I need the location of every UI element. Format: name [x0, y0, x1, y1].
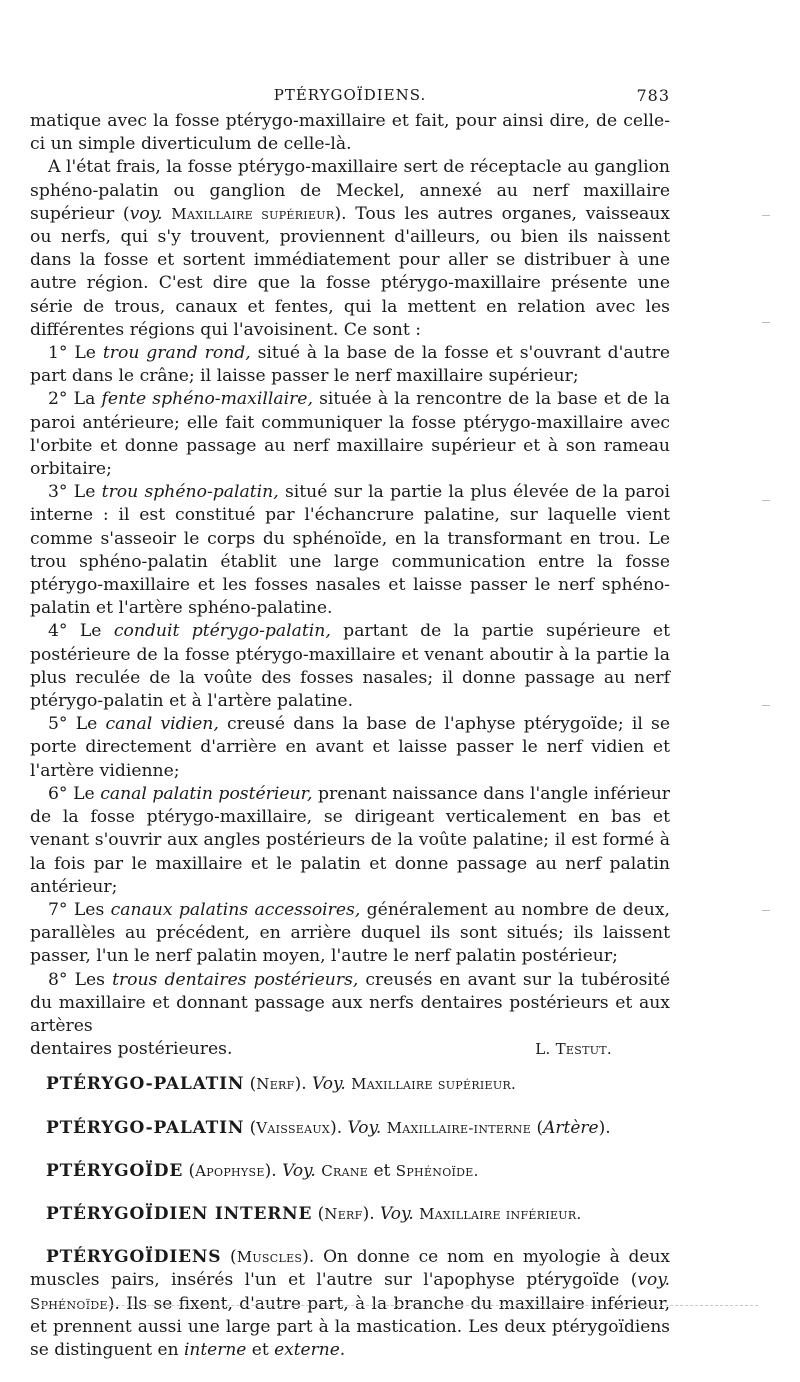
text-run: ).	[362, 1203, 381, 1224]
margin-mark	[762, 500, 770, 501]
entry-headword: PTÉRYGO-PALATIN	[46, 1117, 245, 1138]
text-run: (	[183, 1160, 196, 1181]
page	[30, 80, 670, 1382]
text-run: (	[244, 1074, 257, 1095]
small-caps-run: Muscles	[236, 1248, 303, 1267]
small-caps-run: Maxillaire supérieur.	[351, 1075, 517, 1094]
text-run: 8° Les	[48, 969, 113, 990]
text-run: ).	[294, 1074, 313, 1095]
italic-run: Voy.	[312, 1074, 346, 1095]
italic-run: fente sphéno-maxillaire,	[101, 389, 313, 410]
bottom-rule	[32, 1305, 758, 1306]
article-paragraph	[30, 713, 670, 783]
text-run: ).	[598, 1117, 611, 1138]
margin-mark	[762, 215, 770, 216]
running-title: PTÉRYGOÏDIENS.	[273, 86, 427, 104]
article-paragraph	[30, 388, 670, 481]
dictionary-entry	[30, 1117, 670, 1140]
text-run: ). On donne ce nom en myologie à deux muscles pairs, insérés l'un et l'autre sur l'apophyse ptérygoïde (	[30, 1247, 670, 1291]
text-run: ).	[264, 1160, 283, 1181]
italic-run: Voy.	[282, 1160, 316, 1181]
article-paragraph	[30, 783, 670, 899]
entry-headword: PTÉRYGOÏDIEN INTERNE	[46, 1203, 313, 1224]
margin-mark	[762, 705, 770, 706]
italic-run: voy.	[129, 203, 163, 224]
article-paragraph	[30, 110, 670, 156]
text-run	[163, 204, 172, 224]
small-caps-run: Maxillaire-interne	[386, 1118, 532, 1137]
small-caps-run: Apophyse	[195, 1161, 265, 1180]
text-run: 2° La	[48, 389, 102, 410]
italic-run: conduit ptérygo-palatin,	[113, 621, 331, 642]
article-paragraph	[30, 969, 670, 1039]
italic-run: trou grand rond,	[102, 343, 251, 364]
article-paragraph	[30, 899, 670, 969]
text-run: partant de la partie supérieure et postérieure de la fosse ptérygo-maxillaire et venant aboutir à la partie la plus reculée de la voûte des fosses nasales; il donne passage au nerf ptérygo-palatin et à l'artère palatine.	[30, 621, 671, 712]
text-run: 7° Les	[48, 899, 111, 920]
margin-mark	[762, 322, 770, 323]
last-line: dentaires postérieures.	[30, 1039, 233, 1060]
author: L. Testut.	[535, 1040, 612, 1059]
dictionary-entries	[30, 1073, 670, 1362]
article-paragraph	[30, 620, 670, 713]
small-caps-run: Sphénoïde	[30, 1294, 108, 1313]
entry-headword: PTÉRYGOÏDIENS	[46, 1247, 222, 1268]
italic-run: canaux palatins accessoires,	[110, 899, 361, 920]
dictionary-entry	[30, 1073, 670, 1096]
text-run: et	[246, 1339, 275, 1360]
article-paragraph	[30, 342, 670, 388]
italic-run: canal palatin postérieur,	[100, 783, 313, 804]
text-run: ). Ils se fixent, d'autre part, à la branche du maxillaire inférieur, et prennent aussi une large part à la mastication. Les deux ptérygoïdiens se distinguent en	[30, 1293, 670, 1360]
margin-mark	[762, 910, 770, 911]
entry-headword: PTÉRYGOÏDE	[46, 1160, 184, 1181]
text-run: A l'état frais, la fosse ptérygo-maxillaire sert de réceptacle au ganglion sphéno-palatin ou ganglion de Meckel, annexé au nerf maxillaire supérieur (	[30, 157, 670, 224]
page-number: 783	[636, 86, 670, 105]
small-caps-run: Nerf	[256, 1075, 295, 1094]
text-run: (	[531, 1117, 544, 1138]
text-run: creusés en avant sur la tubérosité du maxillaire et donnant passage aux nerfs dentaires postérieurs et aux artères	[30, 969, 670, 1036]
italic-run: trou sphéno-palatin,	[101, 482, 279, 503]
text-run: 3° Le	[48, 482, 102, 503]
text-run: situé à la base de la fosse et s'ouvrant d'autre part dans le crâne; il laisse passer le nerf maxillaire supérieur;	[30, 343, 671, 387]
text-run: 6° Le	[48, 783, 101, 804]
text-run: ).	[330, 1117, 348, 1138]
text-run: situé sur la partie la plus élevée de la paroi interne : il est constitué par l'échancrure palatine, sur laquelle vient comme s'asseoir le corps du sphénoïde, en la transformant en trou. Le trou sphéno-palatin établit une large communication entre la fosse ptérygo-maxillaire et les fosses nasales et laisse passer le nerf sphéno-palatin et l'artère sphéno-palatine.	[30, 482, 670, 619]
italic-run: voy.	[637, 1270, 670, 1291]
text-run: (	[244, 1117, 257, 1138]
text-run: et	[368, 1160, 396, 1181]
text-run: généralement au nombre de deux, parallèles au précédent, en arrière duquel ils sont situés; ils laissent passer, l'un le nerf palatin moyen, l'autre le nerf palatin postérieur;	[30, 899, 670, 967]
small-caps-run: Crane	[321, 1161, 369, 1180]
small-caps-run: Maxillaire inférieur.	[419, 1204, 582, 1223]
dictionary-entry	[30, 1203, 670, 1226]
text-run: 4° Le	[48, 621, 114, 642]
article-paragraph	[30, 481, 670, 620]
italic-run: trous dentaires postérieurs,	[112, 969, 359, 990]
text-run: 1° Le	[48, 343, 103, 364]
text-run: (	[221, 1247, 237, 1268]
article-paragraph	[30, 156, 670, 342]
entry-headword: PTÉRYGO-PALATIN	[46, 1074, 245, 1095]
text-run: 5° Le	[48, 714, 106, 735]
running-head	[30, 80, 670, 110]
small-caps-run: Sphénoïde.	[395, 1161, 479, 1180]
italic-run: Voy.	[347, 1117, 382, 1138]
text-run: creusé dans la base de l'aphyse ptérygoïde; il se porte directement d'arrière en avant et laisse passer le nerf vidien et l'artère vidienne;	[30, 714, 671, 781]
italic-run: interne	[183, 1339, 247, 1360]
text-run: (	[312, 1203, 325, 1224]
small-caps-run: Maxillaire supérieur	[171, 204, 335, 223]
text-run: matique avec la fosse ptérygo-maxillaire et fait, pour ainsi dire, de celle-ci un simple diverticulum de celle-là.	[30, 111, 670, 155]
article-signature	[30, 1038, 670, 1061]
article-body	[30, 110, 670, 1038]
italic-run: canal vidien,	[105, 714, 219, 735]
italic-run: externe.	[274, 1339, 346, 1360]
italic-run: Voy.	[380, 1203, 414, 1224]
small-caps-run: Vaisseaux	[256, 1118, 331, 1137]
small-caps-run: Nerf	[324, 1204, 363, 1223]
text-run: prenant naissance dans l'angle inférieur de la fosse ptérygo-maxillaire, se dirigeant verticalement en bas et venant s'ouvrir aux angles postérieurs de la voûte palatine; il est formé à la fois par le maxillaire et le palatin et donne passage au nerf palatin antérieur;	[30, 783, 671, 897]
dictionary-entry	[30, 1160, 670, 1183]
text-run: ). Tous les autres organes, vaisseaux ou nerfs, qui s'y trouvent, proviennent d'ailleurs, ou bien ils naissent dans la fosse et sortent immédiatement pour aller se distribuer à une autre région. C'est dire que la fosse ptérygo-maxillaire présente une série de trous, canaux et fentes, qui la mettent en relation avec les différentes régions qui l'avoisinent. Ce sont :	[30, 203, 670, 340]
italic-run: Artère	[543, 1117, 599, 1138]
text-run: située à la rencontre de la base et de la paroi antérieure; elle fait communiquer la fosse ptérygo-maxillaire avec l'orbite et donne passage au nerf maxillaire supérieur et à son rameau orbitaire;	[30, 389, 670, 480]
